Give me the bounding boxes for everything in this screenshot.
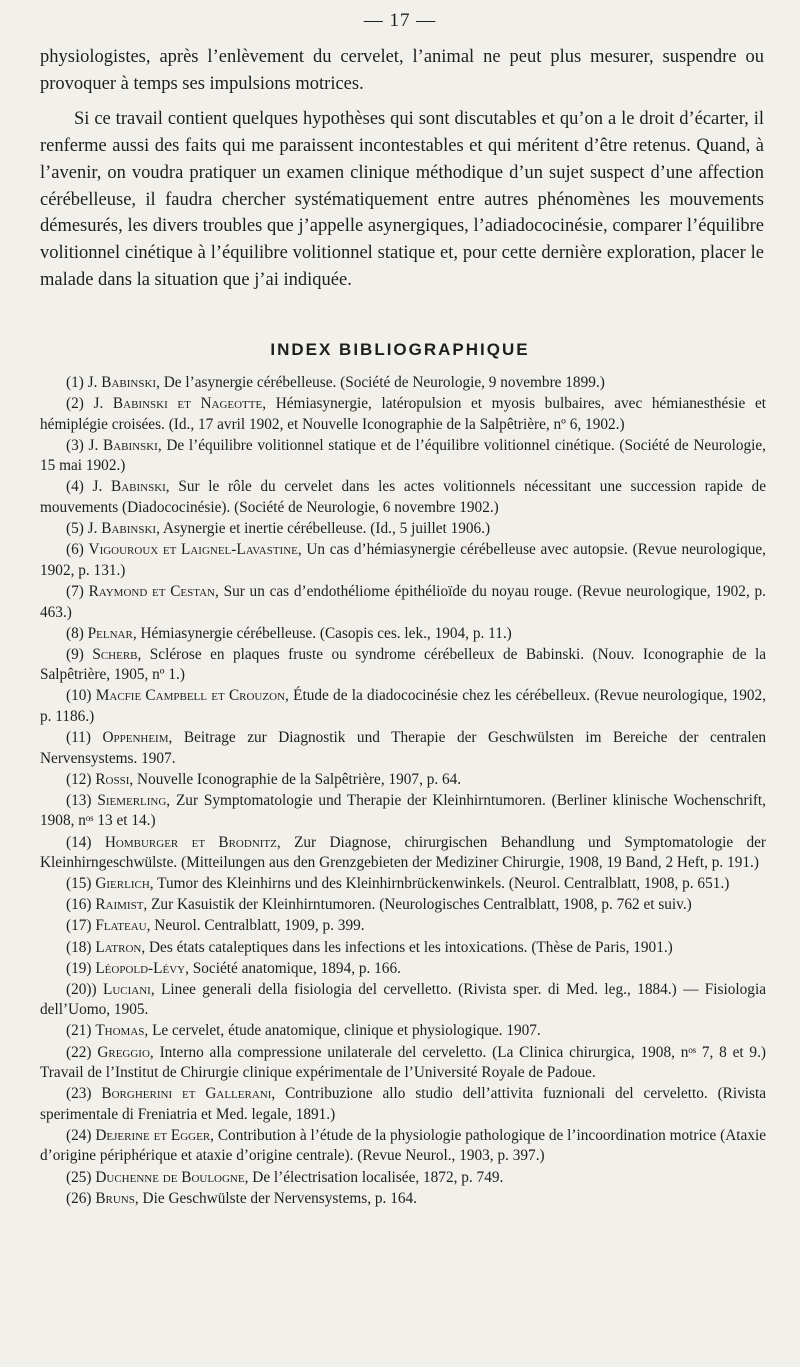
bibliography-entry — [40, 728, 766, 769]
entry-text: De l’asynergie cérébelleuse. (Société de Neurologie, 9 novembre 1899.) — [163, 374, 605, 391]
entry-text: Le cervelet, étude anatomique, clinique et physiologique. 1907. — [152, 1022, 541, 1040]
entry-author: Bruns, — [95, 1189, 139, 1207]
bibliography-entry — [40, 624, 766, 645]
entry-text: De l’équilibre volitionnel statique et de l’équilibre volitionnel cinétique. (Société de Neurologie, 15 mai 1902.) — [40, 436, 767, 475]
entry-author: Raymond et Cestan, — [88, 582, 219, 600]
entry-number: (9) — [66, 645, 84, 663]
entry-text: Des états cataleptiques dans les infections et les intoxications. (Thèse de Paris, 1901.) — [149, 938, 673, 956]
entry-number: (5) — [66, 520, 84, 538]
entry-text: Zur Diagnose, chirurgischen Behandlung und Symptomatologie der Kleinhirngeschwülste. (Mitteilungen aus den Grenzgebieten der Mediziner Chirurgie, 1908, 19 Band, 2 Heft, p. 191.) — [40, 833, 767, 872]
bibliography-entry — [40, 895, 766, 916]
entry-number: (20)) — [66, 980, 97, 998]
bibliography-entry — [40, 1189, 766, 1210]
entry-number: (17) — [66, 917, 92, 935]
entry-author: Siemerling, — [97, 791, 171, 809]
entry-number: (6) — [66, 541, 84, 559]
body-text — [40, 44, 764, 293]
bibliography-entry — [40, 791, 766, 832]
entry-text: Hémiasynergie cérébelleuse. (Casopis ces. lek., 1904, p. 11.) — [140, 624, 512, 642]
entry-number: (7) — [66, 582, 84, 600]
entry-text: Sur le rôle du cervelet dans les actes volitionnels nécessitant une succession rapide de mouvements (Diadococinésie). (Société de Neurologie, 6 novembre 1902.) — [40, 478, 766, 517]
entry-number: (4) — [66, 478, 84, 496]
bibliography-entry — [40, 959, 766, 980]
entry-number: (24) — [66, 1126, 92, 1144]
entry-author: Duchenne de Boulogne, — [95, 1168, 249, 1186]
entry-text: Asynergie et inertie cérébelleuse. (Id., 5 juillet 1906.) — [162, 520, 491, 538]
entry-number: (15) — [66, 875, 92, 893]
entry-author: J. Babinski, — [88, 436, 162, 454]
entry-text: Nouvelle Iconographie de la Salpêtrière, 1907, p. 64. — [137, 770, 462, 788]
entry-author: Homburger et Brodnitz, — [104, 833, 281, 851]
entry-number: (10) — [66, 687, 92, 705]
entry-number: (1) — [66, 374, 84, 391]
entry-author: Macfie Campbell et Crouzon, — [95, 687, 289, 705]
bibliography-entry — [40, 540, 766, 581]
entry-author: Léopold-Lévy, — [95, 959, 189, 977]
entry-number: (21) — [66, 1022, 92, 1040]
bibliography-entry — [40, 519, 766, 540]
entry-author: Gierlich, — [95, 875, 154, 893]
entry-number: (25) — [66, 1168, 92, 1186]
entry-number: (26) — [66, 1189, 92, 1207]
entry-author: Raimist, — [95, 896, 148, 914]
bibliography-entry — [40, 1084, 766, 1125]
entry-number: (22) — [66, 1043, 92, 1061]
entry-text: Zur Kasuistik der Kleinhirntumoren. (Neurologisches Centralblatt, 1908, p. 762 et suiv.) — [151, 896, 692, 914]
entry-author: Greggio, — [97, 1043, 154, 1061]
entry-text: Interno alla compressione unilaterale del cerveletto. (La Clinica chirurgica, 1908, nᵒˢ 7, 8 et 9.) Travail de l’Institut de Chirurgie clinique expérimentale de l’Université Royale de Padoue. — [40, 1043, 766, 1082]
entry-text: Beitrage zur Diagnostik und Therapie der Geschwülsten im Bereiche der centralen Nervensystems. 1907. — [40, 729, 767, 767]
entry-author: J. Babinski, — [92, 478, 170, 496]
bibliography-list — [40, 373, 766, 1210]
bibliography-entry — [40, 1021, 766, 1042]
paragraph: physiologistes, après l’enlèvement du cervelet, l’animal ne peut plus mesurer, suspendre ou provoquer à temps ses impulsions motrices. — [40, 47, 764, 94]
bibliography-entry — [40, 436, 766, 477]
bibliography-entry — [40, 645, 766, 686]
bibliography-entry — [40, 1043, 766, 1084]
bibliography-entry — [40, 373, 766, 394]
entry-text: Sur un cas d’endothéliome épithélioïde du noyau rouge. (Revue neurologique, 1902, p. 463.) — [40, 582, 766, 621]
bibliography-entry — [40, 582, 766, 623]
entry-text: De l’électrisation localisée, 1872, p. 749. — [252, 1168, 504, 1186]
entry-author: Luciani, — [103, 980, 155, 998]
entry-number: (3) — [66, 436, 84, 454]
entry-number: (2) — [66, 395, 84, 413]
entry-number: (12) — [66, 770, 92, 788]
entry-text: Société anatomique, 1894, p. 166. — [192, 959, 401, 977]
entry-text: Zur Symptomatologie und Therapie der Kleinhirntumoren. (Berliner klinische Wochenschrift, 1908, nᵒˢ 13 et 14.) — [40, 791, 767, 830]
entry-number: (16) — [66, 896, 92, 914]
entry-author: J. Babinski et Nageotte, — [93, 395, 267, 413]
entry-text: Contribution à l’étude de la physiologie pathologique de l’incoordination motrice (Ataxie d’origine périphérique et ataxie d’origine centrale). (Revue Neurol., 1903, p. 397.) — [40, 1126, 767, 1165]
section-heading: INDEX BIBLIOGRAPHIQUE — [270, 340, 530, 359]
entry-author: J. Babinski, — [87, 520, 160, 538]
bibliography-entry — [40, 1168, 766, 1189]
bibliography-entry — [40, 686, 766, 727]
bibliography-entry — [40, 394, 766, 435]
entry-text: Contribuzione allo studio dell’attivita fuznionali del cerveletto. (Rivista sperimentale di Freniatria et Med. legale, 1891.) — [40, 1085, 767, 1123]
entry-text: Die Geschwülste der Nervensystems, p. 164. — [142, 1189, 417, 1207]
entry-author: Rossi, — [95, 770, 134, 788]
entry-number: (13) — [66, 791, 92, 809]
bibliography-entry — [40, 938, 766, 959]
entry-number: (11) — [66, 729, 91, 747]
entry-number: (14) — [66, 833, 92, 851]
bibliography-entry — [40, 833, 766, 874]
entry-author: Flateau, — [95, 917, 151, 935]
bibliography-entry — [40, 477, 766, 518]
entry-text: Tumor des Kleinhirns und des Kleinhirnbrückenwinkels. (Neurol. Centralblatt, 1908, p. 651.) — [157, 875, 730, 893]
bibliography-entry — [40, 980, 766, 1021]
entry-author: J. Babinski, — [87, 374, 160, 391]
entry-author: Pelnar, — [87, 624, 137, 642]
entry-author: Latron, — [95, 938, 146, 956]
entry-number: (8) — [66, 624, 84, 642]
bibliography-entry — [40, 874, 766, 895]
entry-author: Scherb, — [92, 645, 142, 663]
entry-text: Hémiasynergie, latéropulsion et myosis bulbaires, avec hémianesthésie et hémiplégie croisées. (Id., 17 avril 1902, et Nouvelle Iconographie de la Salpêtrière, nº 6, 1902.) — [40, 395, 767, 433]
entry-text: Neurol. Centralblatt, 1909, p. 399. — [154, 917, 365, 935]
entry-author: Thomas, — [95, 1022, 149, 1040]
entry-text: Un cas d’hémiasynergie cérébelleuse avec autopsie. (Revue neurologique, 1902, p. 131.) — [40, 541, 766, 579]
entry-text: Étude de la diadococinésie chez les cérébelleux. (Revue neurologique, 1902, p. 1186.) — [40, 687, 767, 725]
bibliography-entry — [40, 1126, 766, 1167]
entry-text: Sclérose en plaques fruste ou syndrome cérébelleux de Babinski. (Nouv. Iconographie de la Salpêtrière, 1905, nº 1.) — [40, 645, 767, 684]
entry-author: Dejerine et Egger, — [95, 1126, 215, 1144]
entry-number: (18) — [66, 938, 92, 956]
bibliography-entry — [40, 916, 766, 937]
entry-text: Linee generali della fisiologia del cervelletto. (Rivista sper. di Med. leg., 1884.) — Fisiologia dell’Uomo, 1905. — [40, 980, 766, 1019]
entry-author: Oppenheim, — [102, 729, 173, 747]
paragraph: Si ce travail contient quelques hypothèses qui sont discutables et qu’on a le droit d’écarter, il renferme aussi des faits qui me paraissent incontestables et qui méritent d’être retenus. Quand, à l’avenir, on voudra pratiquer un examen clinique méthodique d’un sujet suspect d’une affection cérébelleuse, il faudra chercher systématiquement entre autres phénomènes les mouvements démesurés, les divers troubles que j’appelle asynergiques, l’adiadococinésie, comparer l’équilibre volitionnel cinétique à l’équilibre volitionnel statique et, pour cette dernière exploration, placer le malade dans la situation que j’ai indiquée. — [40, 109, 764, 290]
entry-author: Borgherini et Gallerani, — [101, 1085, 276, 1103]
entry-number: (23) — [66, 1085, 92, 1103]
bibliography-entry — [40, 770, 766, 791]
entry-number: (19) — [66, 959, 92, 977]
page-number: — 17 — — [363, 10, 437, 31]
entry-author: Vigouroux et Laignel-Lavastine, — [88, 541, 302, 559]
